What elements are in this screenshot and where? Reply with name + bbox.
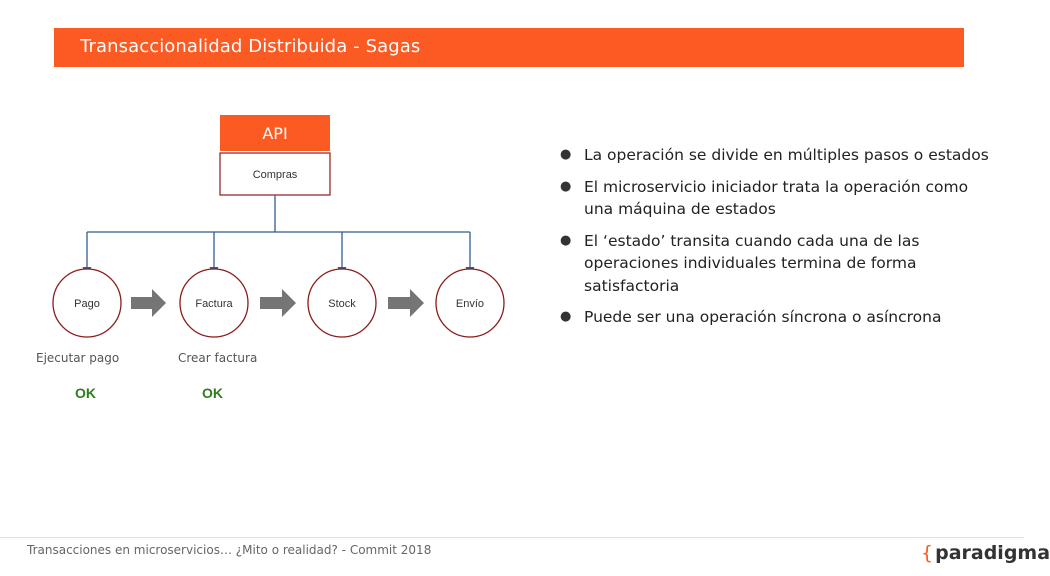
footer-text: Transacciones en microservicios… ¿Mito o realidad? - Commit 2018 <box>27 543 432 557</box>
bullet-dot-icon: ● <box>560 147 572 162</box>
bullet-item: ● La operación se divide en múltiples pasos o estados <box>560 144 1000 167</box>
flow-arrow-factura-stock <box>260 289 296 317</box>
step-stock-label: Stock <box>328 298 356 310</box>
status-ok-pago: OK <box>75 385 96 401</box>
caption-ejecutar-pago: Ejecutar pago <box>36 351 120 365</box>
logo-brace: { <box>921 542 934 564</box>
step-envio-label: Envío <box>455 298 485 310</box>
compras-label: Compras <box>252 169 298 181</box>
flow-arrow-pago-factura <box>131 289 166 317</box>
status-ok-factura: OK <box>202 385 223 401</box>
bullet-item: ● El ‘estado’ transita cuando cada una de las operaciones individuales termina de forma satisfactoria <box>560 231 920 295</box>
footer-divider <box>0 537 1024 538</box>
step-pago-label: Pago <box>74 298 100 310</box>
step-factura-label: Factura <box>195 298 233 310</box>
logo-text: paradigma <box>935 542 1050 564</box>
caption-crear-factura: Crear factura <box>178 351 258 365</box>
flow-arrow-stock-envio <box>388 289 424 317</box>
bullet-dot-icon: ● <box>560 178 572 194</box>
bullet-dot-icon: ● <box>560 309 572 324</box>
bullet-item: ● El microservicio iniciador trata la operación como una máquina de estados <box>560 177 969 218</box>
paradigma-logo <box>921 542 1050 564</box>
api-label: API <box>262 124 288 143</box>
slide-title: Transaccionalidad Distribuida - Sagas <box>80 36 421 57</box>
bullet-dot-icon: ● <box>560 232 572 248</box>
bullet-item: ● Puede ser una operación síncrona o asíncrona <box>560 306 1000 329</box>
bullet-list <box>560 144 1000 338</box>
